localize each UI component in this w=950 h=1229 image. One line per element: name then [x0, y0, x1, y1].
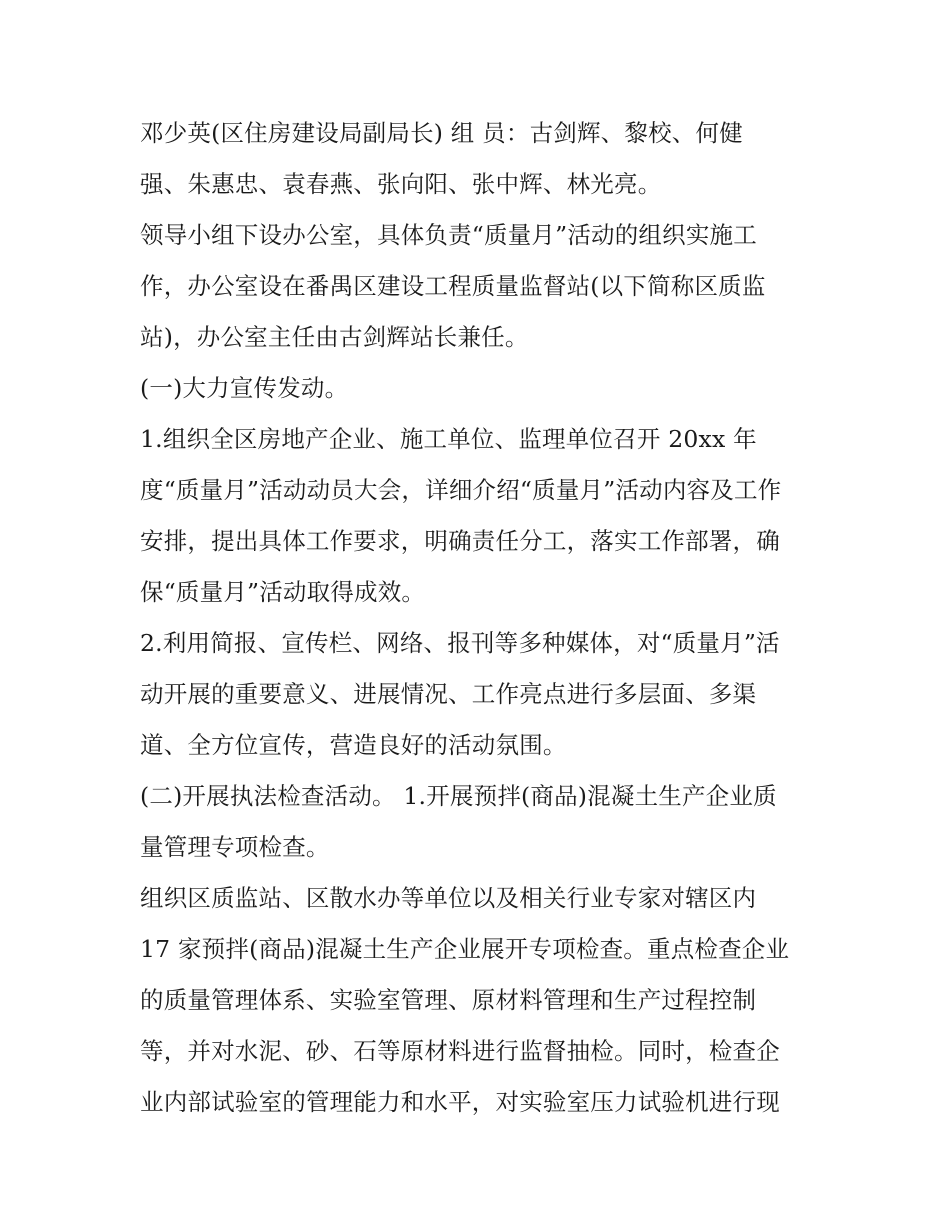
text-line: 安排，提出具体工作要求，明确责任分工，落实工作部署，确 — [140, 527, 780, 555]
text-line: 的质量管理体系、实验室管理、原材料管理和生产过程控制 — [140, 986, 757, 1014]
text-line: 道、全方位宣传，营造良好的活动氛围。 — [140, 731, 567, 759]
section-heading: (一)大力宣传发动。 — [140, 374, 349, 402]
text-line: 业内部试验室的管理能力和水平，对实验室压力试验机进行现 — [140, 1088, 780, 1116]
section-heading: (二)开展执法检查活动。 1.开展预拌(商品)混凝土生产企业质 — [140, 782, 777, 810]
text-line: 保“质量月”活动取得成效。 — [140, 578, 426, 606]
text-line: 站)，办公室主任由古剑辉站长兼任。 — [140, 323, 529, 351]
document-body — [140, 108, 820, 1128]
text-line: 邓少英(区住房建设局副局长) 组 员：古剑辉、黎校、何健 — [140, 119, 743, 147]
text-line: 组织区质监站、区散水办等单位以及相关行业专家对辖区内 — [140, 884, 757, 912]
text-line: 度“质量月”活动动员大会，详细介绍“质量月”活动内容及工作 — [140, 476, 782, 504]
text-line: 2.利用简报、宣传栏、网络、报刊等多种媒体，对“质量月”活 — [140, 629, 780, 657]
text-line: 1.组织全区房地产企业、施工单位、监理单位召开 20xx 年 — [140, 425, 757, 453]
text-line: 17 家预拌(商品)混凝土生产企业展开专项检查。重点检查企业 — [140, 935, 790, 963]
text-line: 等，并对水泥、砂、石等原材料进行监督抽检。同时，检查企 — [140, 1037, 780, 1065]
text-line: 作，办公室设在番禺区建设工程质量监督站(以下简称区质监 — [140, 272, 766, 300]
text-line: 量管理专项检查。 — [140, 833, 330, 861]
text-line: 领导小组下设办公室，具体负责“质量月”活动的组织实施工 — [140, 221, 757, 249]
text-line: 动开展的重要意义、进展情况、工作亮点进行多层面、多渠 — [140, 680, 757, 708]
text-line: 强、朱惠忠、袁春燕、张向阳、张中辉、林光亮。 — [140, 170, 662, 198]
